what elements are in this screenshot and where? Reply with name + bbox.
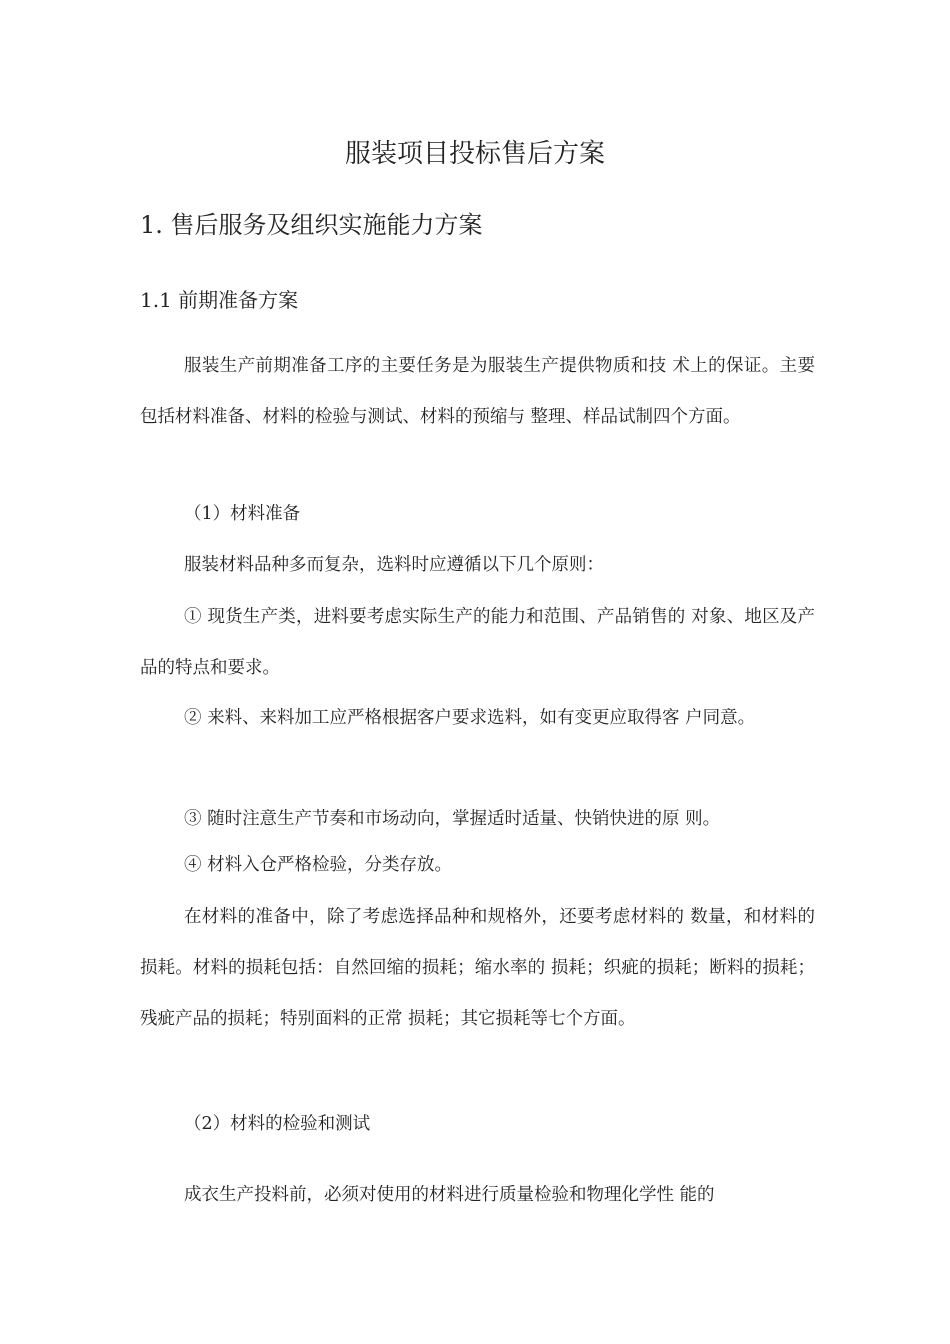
section-heading-1: 1. 售后服务及组织实施能力方案 — [140, 211, 483, 239]
document-title: 服装项目投标售后方案 — [344, 139, 605, 169]
principle-3-paragraph: ③ 随时注意生产节奏和市场动向，掌握适时适量、快销快进的原 则。 — [184, 809, 721, 829]
principle-4-paragraph: ④ 材料入仓严格检验，分类存放。 — [184, 855, 453, 875]
material-loss-paragraph: 在材料的准备中，除了考虑选择品种和规格外，还要考虑材料的 数量，和材料的损耗。材料的损耗包括：自然回缩的损耗；缩水率的 损耗；织疵的损耗；断料的损耗；残疵产品的损耗；特别面料的正常 损耗；其它损耗等七个方面。 — [140, 907, 815, 1029]
intro-paragraph: 服装生产前期准备工序的主要任务是为服装生产提供物质和技 术上的保证。主要包括材料准备、材料的检验与测试、材料的预缩与 整理、样品试制四个方面。 — [140, 356, 815, 427]
subheading-material-inspection: （2）材料的检验和测试 — [184, 1114, 371, 1134]
principles-intro-paragraph: 服装材料品种多而复杂，选料时应遵循以下几个原则： — [184, 555, 604, 575]
section-heading-1-1: 1.1 前期准备方案 — [140, 288, 299, 312]
inspection-paragraph: 成衣生产投料前，必须对使用的材料进行质量检验和物理化学性 能的 — [184, 1185, 715, 1205]
subheading-material-preparation: （1）材料准备 — [184, 504, 301, 524]
principle-1-paragraph: ① 现货生产类，进料要考虑实际生产的能力和范围、产品销售的 对象、地区及产品的特点和要求。 — [140, 607, 815, 678]
principle-2-paragraph: ② 来料、来料加工应严格根据客户要求选料，如有变更应取得客 户同意。 — [184, 708, 756, 728]
